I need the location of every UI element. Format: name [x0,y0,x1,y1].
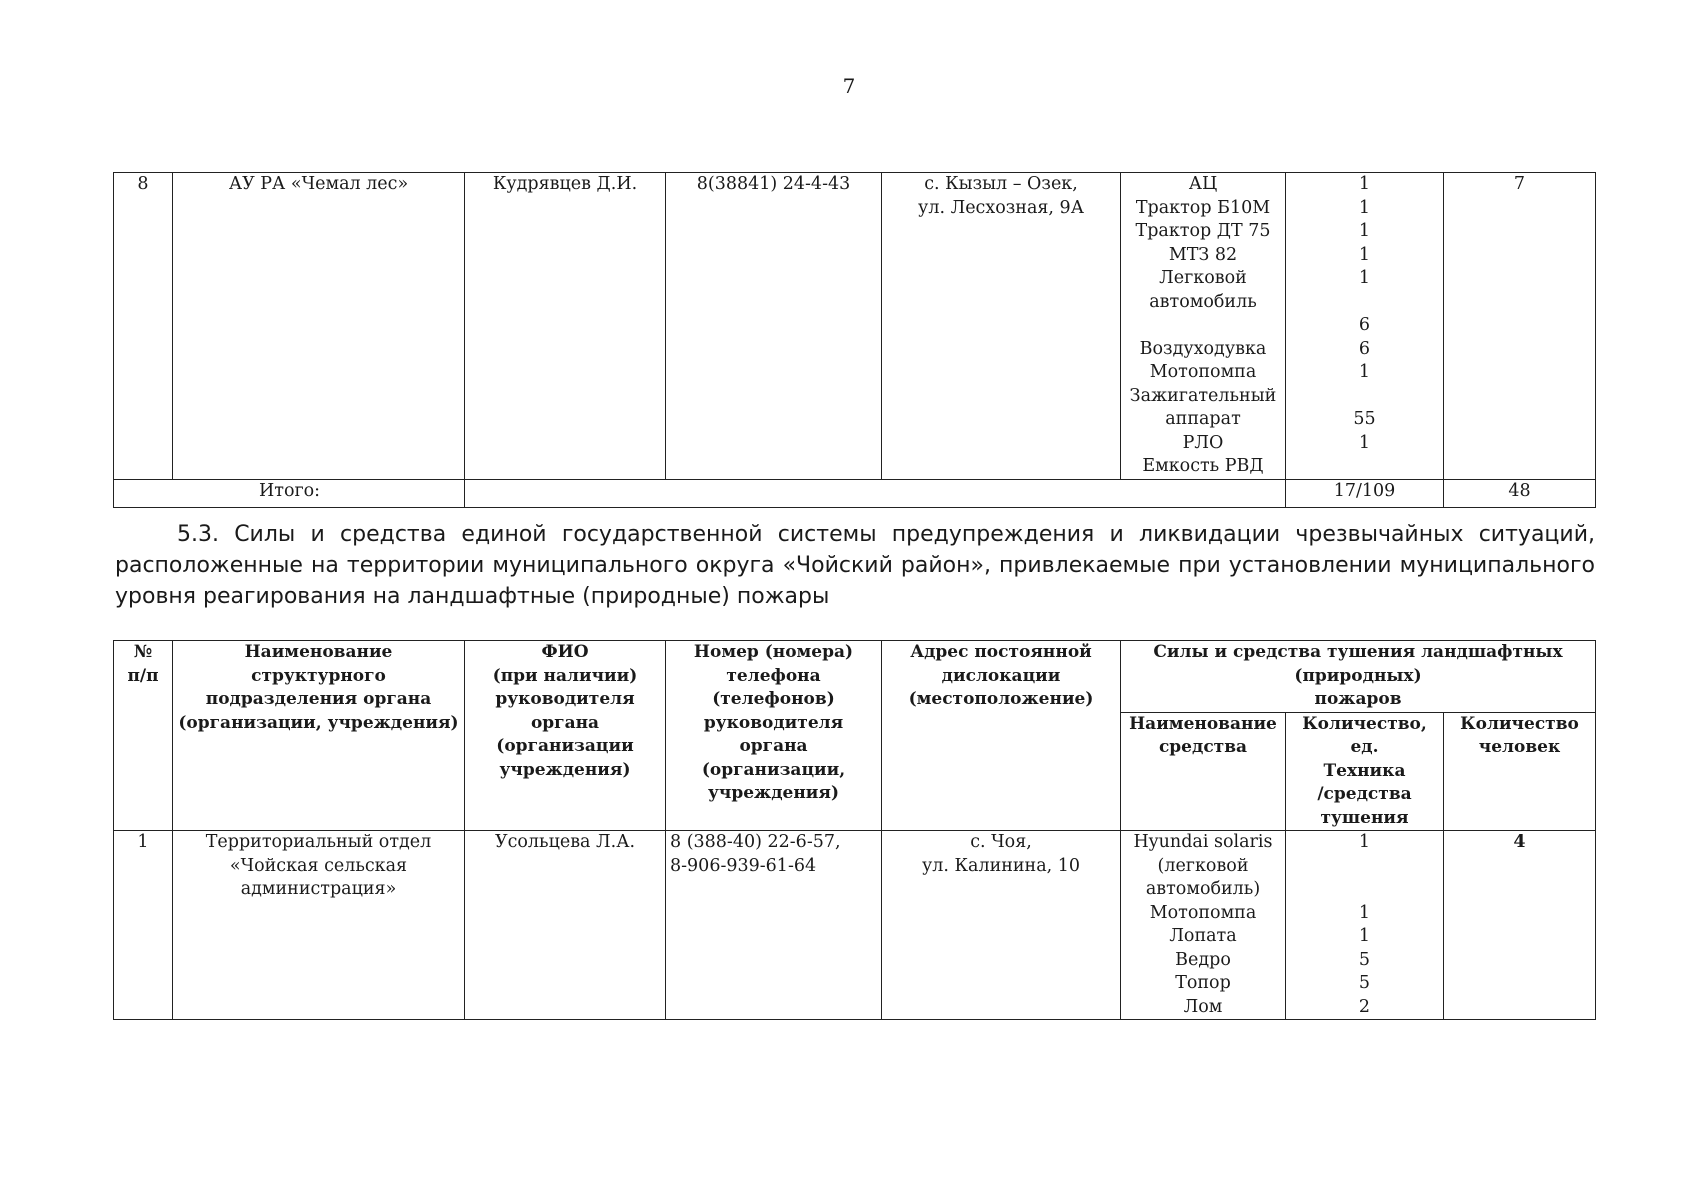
page-number: 7 [842,74,856,98]
header-quantity: Количество, ед. Техника /средства тушения [1286,712,1444,831]
total-people: 48 [1444,479,1596,507]
resources-table-continued [113,172,1596,508]
resources-table [113,640,1596,1020]
header-num: № п/п [114,641,173,831]
people-count: 7 [1444,173,1596,480]
means-list: АЦ Трактор Б10М Трактор ДТ 75 МТЗ 82 Легковой автомобиль Воздуходувка Мотопомпа Зажигательный аппарат РЛО Емкость РВД [1121,173,1286,480]
header-organization: Наименование структурного подразделения органа (организации, учреждения) [173,641,465,831]
people-count: 4 [1444,831,1596,1020]
means-list: Hyundai solaris (легковой автомобиль) Мотопомпа Лопата Ведро Топор Лом [1121,831,1286,1020]
head-name: Усольцева Л.А. [465,831,666,1020]
organization-name: Территориальный отдел «Чойская сельская администрация» [173,831,465,1020]
header-forces: Силы и средства тушения ландшафтных (природных) пожаров [1121,641,1596,713]
row-number: 8 [114,173,173,480]
total-label: Итого: [114,479,465,507]
phone-number: 8(38841) 24-4-43 [666,173,882,480]
address: с. Кызыл – Озек, ул. Лесхозная, 9А [882,173,1121,480]
row-number: 1 [114,831,173,1020]
header-row [114,641,1596,713]
header-means: Наименование средства [1121,712,1286,831]
header-address: Адрес постоянной дислокации (местоположение) [882,641,1121,831]
phone-number: 8 (388-40) 22-6-57, 8-906-939-61-64 [666,831,882,1020]
head-name: Кудрявцев Д.И. [465,173,666,480]
header-people: Количество человек [1444,712,1596,831]
table-row [114,831,1596,1020]
address: с. Чоя, ул. Калинина, 10 [882,831,1121,1020]
header-phone: Номер (номера) телефона (телефонов) руководителя органа (организации, учреждения) [666,641,882,831]
section-heading: 5.3. Силы и средства единой государственной системы предупреждения и ликвидации чрезвычайных ситуаций, расположенные на территории муниципального округа «Чойский район», привлекаемые при установлении муниципального уровня реагирования на ландшафтные (природные) пожары [115,522,1595,609]
total-empty-cell [465,479,1286,507]
table-row [114,173,1596,480]
total-row [114,479,1596,507]
quantity-list: 1 1 1 5 5 2 [1286,831,1444,1020]
total-quantity: 17/109 [1286,479,1444,507]
organization-name: АУ РА «Чемал лес» [173,173,465,480]
quantity-list: 1 1 1 1 1 6 6 1 55 1 [1286,173,1444,480]
header-head: ФИО (при наличии) руководителя органа (организации учреждения) [465,641,666,831]
